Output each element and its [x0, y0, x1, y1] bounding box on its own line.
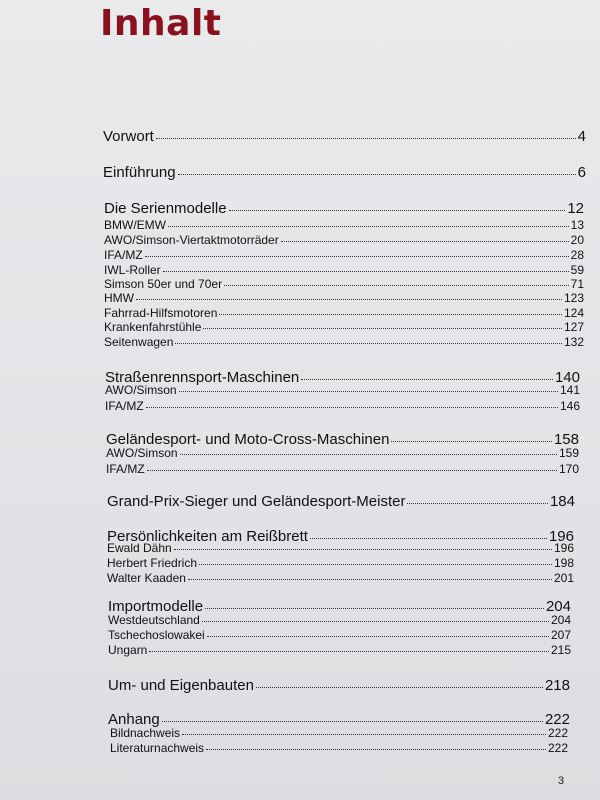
toc-label: Walter Kaaden [107, 571, 186, 585]
toc-label: AWO/Simson-Viertaktmotorräder [104, 233, 279, 247]
toc-label: Literaturnachweis [110, 741, 205, 755]
toc-label: HMW [104, 291, 134, 305]
toc-subentry[interactable] [108, 643, 571, 657]
leader-dots [256, 687, 543, 688]
toc-label: Bildnachweis [110, 726, 181, 740]
toc-subentry[interactable] [105, 399, 580, 413]
toc-page: 20 [570, 233, 584, 247]
toc-subentry[interactable] [108, 613, 571, 627]
toc-label: IWL-Roller [104, 263, 161, 277]
toc-section-einfuehrung[interactable] [103, 164, 586, 182]
leader-dots [199, 564, 552, 565]
toc-page: 204 [545, 598, 571, 615]
toc-subentry[interactable] [110, 741, 568, 755]
toc-subentry[interactable] [106, 446, 579, 460]
toc-page: 222 [544, 711, 570, 728]
toc-label: Die Serienmodelle [104, 200, 227, 217]
leader-dots [219, 314, 562, 315]
toc-section-grand-prix[interactable] [107, 493, 575, 511]
leader-dots [163, 271, 569, 272]
toc-page: 159 [558, 446, 579, 460]
toc-section-umbauten[interactable] [108, 677, 570, 695]
toc-page: 124 [563, 306, 584, 320]
leader-dots [180, 454, 557, 455]
toc-page: 140 [554, 369, 580, 386]
leader-dots [145, 256, 569, 257]
leader-dots [175, 343, 562, 344]
toc-subentry[interactable] [108, 628, 571, 642]
toc-page: 201 [553, 571, 574, 585]
toc-page: 123 [563, 291, 584, 305]
toc-page: 204 [550, 613, 571, 627]
toc-label: Ungarn [108, 643, 148, 657]
toc-subentry[interactable] [104, 335, 584, 349]
leader-dots [205, 608, 544, 609]
toc-page: 13 [570, 218, 584, 232]
toc-page: 132 [563, 335, 584, 349]
toc-subentry[interactable] [104, 248, 584, 262]
toc-label: Simson 50er und 70er [104, 277, 223, 291]
leader-dots [224, 285, 569, 286]
leader-dots [281, 241, 569, 242]
toc-subentry[interactable] [104, 277, 584, 291]
toc-page: 207 [550, 628, 571, 642]
toc-subentry[interactable] [104, 291, 584, 305]
toc-label: AWO/Simson [105, 383, 177, 397]
leader-dots [182, 734, 546, 735]
leader-dots [407, 503, 548, 504]
leader-dots [149, 651, 549, 652]
leader-dots [202, 621, 549, 622]
toc-subentry[interactable] [107, 571, 574, 585]
toc-page: 218 [544, 677, 570, 694]
leader-dots [179, 391, 558, 392]
toc-subentry[interactable] [104, 218, 584, 232]
toc-page: 12 [567, 200, 584, 217]
toc-subentry[interactable] [105, 383, 580, 397]
toc-page: 28 [570, 248, 584, 262]
toc-page: 198 [553, 556, 574, 570]
toc-subentry[interactable] [110, 726, 568, 740]
toc-subentry[interactable] [104, 233, 584, 247]
toc-label: Um- und Eigenbauten [108, 677, 254, 694]
leader-dots [162, 721, 543, 722]
leader-dots [188, 579, 552, 580]
toc-subentry[interactable] [104, 263, 584, 277]
toc-page: 196 [553, 541, 574, 555]
leader-dots [174, 549, 552, 550]
toc-page: 141 [559, 383, 580, 397]
toc-label: IFA/MZ [104, 248, 143, 262]
leader-dots [178, 174, 576, 175]
toc-page: 184 [549, 493, 575, 510]
leader-dots [146, 407, 558, 408]
toc-label: AWO/Simson [106, 446, 178, 460]
toc-label: BMW/EMW [104, 218, 166, 232]
toc-label: Anhang [108, 711, 160, 728]
leader-dots [147, 470, 557, 471]
toc-label: Einführung [103, 164, 176, 181]
toc-page: 170 [558, 462, 579, 476]
toc-label: Krankenfahrstühle [104, 320, 202, 334]
toc-subentry[interactable] [107, 556, 574, 570]
toc-page: 127 [563, 320, 584, 334]
toc-page: 222 [547, 741, 568, 755]
toc-label: Seitenwagen [104, 335, 174, 349]
toc-label: IFA/MZ [105, 399, 144, 413]
toc-label: Persönlichkeiten am Reißbrett [107, 528, 308, 545]
toc-label: Importmodelle [108, 598, 204, 615]
leader-dots [391, 441, 552, 442]
page-number: 3 [558, 775, 565, 787]
page-title: Inhalt [100, 3, 222, 44]
toc-page: 59 [570, 263, 584, 277]
toc-label: Fahrrad-Hilfsmotoren [104, 306, 218, 320]
toc-label: Tschechoslowakei [108, 628, 205, 642]
toc-section-vorwort[interactable] [103, 128, 586, 146]
toc-page: 146 [559, 399, 580, 413]
toc-page: 71 [570, 277, 584, 291]
toc-label: Ewald Dähn [107, 541, 172, 555]
toc-page: 215 [550, 643, 571, 657]
leader-dots [301, 379, 553, 380]
toc-page: 222 [547, 726, 568, 740]
toc-page: 158 [553, 431, 579, 448]
toc-label: Geländesport- und Moto-Cross-Maschinen [106, 431, 390, 448]
toc-subentry[interactable] [104, 320, 584, 334]
leader-dots [206, 749, 546, 750]
toc-label: Grand-Prix-Sieger und Geländesport-Meister [107, 493, 406, 510]
toc-subentry[interactable] [106, 462, 579, 476]
leader-dots [229, 210, 566, 211]
toc-section-serienmodelle[interactable] [104, 200, 584, 218]
toc-label: IFA/MZ [106, 462, 145, 476]
toc-page: 196 [548, 528, 574, 545]
toc-subentry[interactable] [107, 541, 574, 555]
toc-label: Straßenrennsport-Maschinen [105, 369, 300, 386]
leader-dots [156, 138, 576, 139]
toc-label: Westdeutschland [108, 613, 200, 627]
leader-dots [203, 328, 562, 329]
leader-dots [168, 226, 569, 227]
leader-dots [136, 299, 562, 300]
toc-page: 6 [577, 164, 586, 181]
toc-subentry[interactable] [104, 306, 584, 320]
toc-label: Vorwort [103, 128, 154, 145]
toc-page: 4 [577, 128, 586, 145]
leader-dots [310, 538, 547, 539]
leader-dots [207, 636, 549, 637]
toc-label: Herbert Friedrich [107, 556, 198, 570]
